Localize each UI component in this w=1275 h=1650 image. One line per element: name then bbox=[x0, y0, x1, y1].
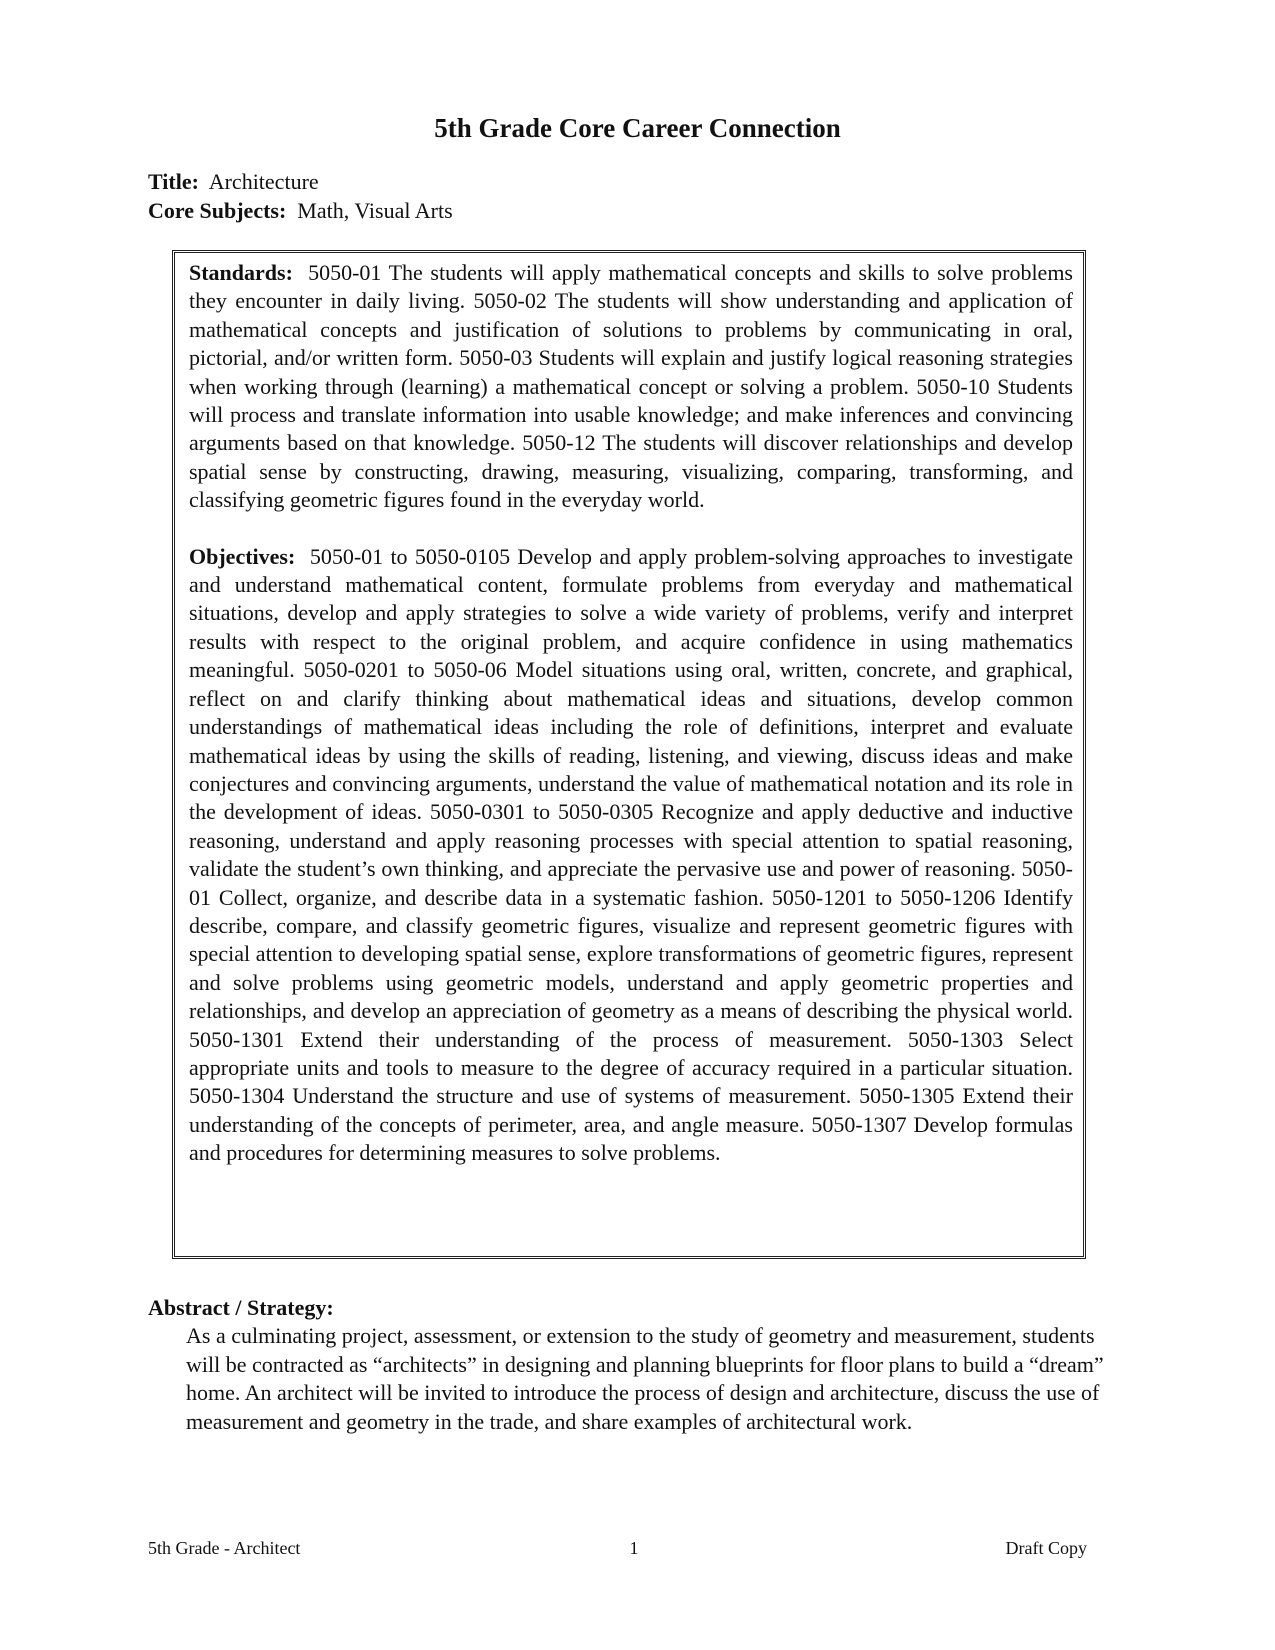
standards-label: Standards: bbox=[189, 260, 293, 285]
core-subjects-line bbox=[148, 197, 453, 225]
title-label: Title: bbox=[148, 169, 199, 194]
footer-left: 5th Grade - Architect bbox=[148, 1538, 301, 1558]
title-value: Architecture bbox=[208, 169, 319, 194]
objectives-label: Objectives: bbox=[189, 543, 296, 569]
footer-right: Draft Copy bbox=[1005, 1538, 1087, 1558]
standards-paragraph bbox=[189, 259, 1073, 515]
objectives-paragraph bbox=[189, 543, 1073, 1168]
objectives-text: 5050-01 to 5050-0105 Develop and apply problem-solving approaches to investigate and understand mathematical content, formulate problems from everyday and mathematical situations, develop and apply strategies to solve a wide variety of problems, verify and interpret results with respect to the original problem, and acquire confidence in using mathematics meaningful. 5050-0201 to 5050-06 Model situations using oral, written, concrete, and graphical, reflect on and clarify thinking about mathematical ideas and situations, develop common understandings of mathematical ideas including the role of definitions, interpret and evaluate mathematical ideas by using the skills of reading, listening, and viewing, discuss ideas and make conjectures and convincing arguments, understand the value of mathematical notation and its role in the development of ideas. 5050-0301 to 5050-0305 Recognize and apply deductive and inductive reasoning, understand and apply reasoning processes with special attention to spatial reasoning, validate the student’s own thinking, and appreciate the pervasive use and power of reasoning. 5050-01 Collect, organize, and describe data in a systematic fashion. 5050-1201 to 5050-1206 Identify describe, compare, and classify geometric figures, visualize and represent geometric figures with special attention to developing spatial sense, explore transformations of geometric figures, represent and solve problems using geometric models, understand and apply geometric properties and relationships, and develop an appreciation of geometry as a means of describing the physical world. 5050-1301 Extend their understanding of the process of measurement. 5050-1303 Select appropriate units and tools to measure to the degree of accuracy required in a particular situation. 5050-1304 Understand the structure and use of systems of measurement. 5050-1305 Extend their understanding of the concepts of perimeter, area, and angle measure. 5050-1307 Develop formulas and procedures for determining measures to solve problems. bbox=[189, 543, 1073, 1166]
page-number: 1 bbox=[629, 1538, 639, 1558]
standards-objectives-box bbox=[172, 250, 1086, 1259]
standards-text: 5050-01 The students will apply mathematical concepts and skills to solve problems they encounter in daily living. 5050-02 The students will show understanding and application of mathematical concepts and justification of solutions to problems by communicating in oral, pictorial, and/or written form. 5050-03 Students will explain and justify logical reasoning strategies when working through (learning) a mathematical concept or solving a problem. 5050-10 Students will process and translate information into usable knowledge; and make inferences and convincing arguments based on that knowledge. 5050-12 The students will discover relationships and develop spatial sense by constructing, drawing, measuring, visualizing, comparing, transforming, and classifying geometric figures found in the everyday world. bbox=[189, 260, 1073, 513]
core-subjects-value: Math, Visual Arts bbox=[297, 198, 453, 223]
page-title: 5th Grade Core Career Connection bbox=[434, 113, 841, 143]
abstract-text: As a culminating project, assessment, or extension to the study of geometry and measurement, students will be contracted as “architects” in designing and planning blueprints for floor plans to build a “dream” home. An architect will be invited to introduce the process of design and architecture, discuss the use of measurement and geometry in the trade, and share examples of architectural work. bbox=[186, 1323, 1104, 1434]
core-subjects-label: Core Subjects: bbox=[148, 198, 287, 223]
title-line bbox=[148, 168, 319, 196]
abstract-heading: Abstract / Strategy: bbox=[148, 1295, 334, 1320]
